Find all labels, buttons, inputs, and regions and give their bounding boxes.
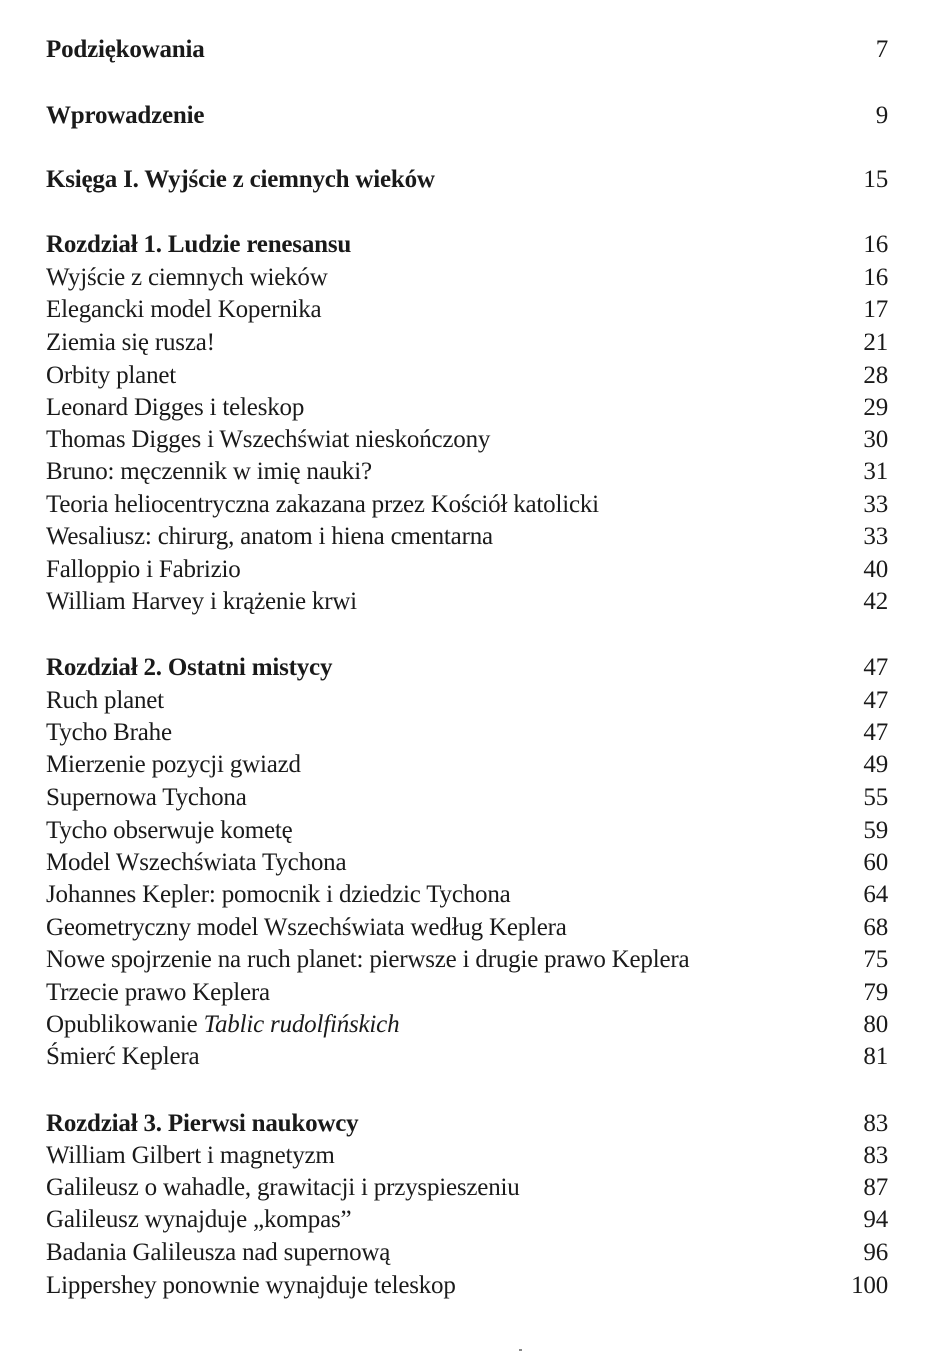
section-title: Ruch planet (46, 687, 164, 714)
entry-page: 87 (863, 1174, 888, 1201)
toc-section[interactable] (46, 554, 888, 586)
section-title: Nowe spojrzenie na ruch planet: pierwsze i drugie prawo Keplera (46, 946, 690, 973)
toc-section[interactable] (46, 1140, 888, 1172)
entry-page: 15 (863, 166, 888, 193)
section-title: Geometryczny model Wszechświata według Keplera (46, 914, 567, 941)
section-title: Falloppio i Fabrizio (46, 556, 241, 583)
section-title: Tycho obserwuje kometę (46, 817, 293, 844)
toc-entry-acknowledgements[interactable] (46, 34, 888, 66)
entry-page: 47 (863, 654, 888, 681)
toc-section[interactable] (46, 847, 888, 879)
toc-section[interactable] (46, 360, 888, 392)
entry-title: Księga I. Wyjście z ciemnych wieków (46, 166, 435, 193)
section-title-prefix: Opublikowanie (46, 1011, 204, 1038)
section-title (46, 1009, 399, 1041)
entry-page: 33 (863, 491, 888, 518)
entry-page: 94 (863, 1206, 888, 1233)
toc-section[interactable] (46, 1172, 888, 1204)
toc-section[interactable] (46, 392, 888, 424)
entry-page: 55 (863, 784, 888, 811)
section-title: Thomas Digges i Wszechświat nieskończony (46, 426, 491, 453)
entry-page: 83 (863, 1110, 888, 1137)
entry-page: 16 (863, 264, 888, 291)
section-title: Badania Galileusza nad supernową (46, 1239, 391, 1266)
section-title: Mierzenie pozycji gwiazd (46, 751, 301, 778)
chapter-title: Rozdział 3. Pierwsi naukowcy (46, 1110, 359, 1137)
entry-page: 33 (863, 523, 888, 550)
toc-section[interactable] (46, 944, 888, 976)
toc-section[interactable] (46, 912, 888, 944)
entry-title: Podziękowania (46, 36, 205, 63)
section-title: William Gilbert i magnetyzm (46, 1142, 335, 1169)
entry-page: 40 (863, 556, 888, 583)
toc-section[interactable] (46, 717, 888, 749)
section-title: Johannes Kepler: pomocnik i dziedzic Tychona (46, 881, 511, 908)
entry-page: 16 (863, 231, 888, 258)
chapter-title: Rozdział 1. Ludzie renesansu (46, 231, 352, 258)
section-title: Supernowa Tychona (46, 784, 247, 811)
section-title: Tycho Brahe (46, 719, 172, 746)
toc-entry-book-1[interactable] (46, 164, 888, 196)
entry-page: 30 (863, 426, 888, 453)
entry-page: 9 (875, 102, 888, 129)
toc-section[interactable] (46, 1270, 888, 1302)
entry-page: 7 (875, 36, 888, 63)
toc-section[interactable] (46, 879, 888, 911)
toc-entry-introduction[interactable] (46, 100, 888, 132)
entry-page: 47 (863, 687, 888, 714)
entry-page: 100 (851, 1272, 888, 1299)
entry-page: 29 (863, 394, 888, 421)
section-title: William Harvey i krążenie krwi (46, 588, 357, 615)
toc-section[interactable] (46, 685, 888, 717)
toc-section[interactable] (46, 586, 888, 618)
section-title: Orbity planet (46, 362, 177, 389)
section-title: Wesaliusz: chirurg, anatom i hiena cmentarna (46, 523, 493, 550)
toc-section[interactable] (46, 1009, 888, 1041)
entry-page: 47 (863, 719, 888, 746)
entry-page: 81 (863, 1043, 888, 1070)
toc-section[interactable] (46, 456, 888, 488)
entry-title: Wprowadzenie (46, 102, 205, 129)
entry-page: 21 (863, 329, 888, 356)
entry-page: 80 (863, 1011, 888, 1038)
toc-chapter-2[interactable] (46, 652, 888, 684)
section-title: Galileusz wynajduje „kompas” (46, 1206, 352, 1233)
section-title: Wyjście z ciemnych wieków (46, 264, 328, 291)
toc-chapter-1[interactable] (46, 229, 888, 261)
entry-page: 28 (863, 362, 888, 389)
section-title: Teoria heliocentryczna zakazana przez Kościół katolicki (46, 491, 599, 518)
entry-page: 59 (863, 817, 888, 844)
toc-chapter-3[interactable] (46, 1108, 888, 1140)
section-title: Śmierć Keplera (46, 1043, 200, 1070)
entry-page: 96 (863, 1239, 888, 1266)
entry-page: 49 (863, 751, 888, 778)
section-title: Trzecie prawo Keplera (46, 979, 270, 1006)
toc-section[interactable] (46, 1237, 888, 1269)
toc-section[interactable] (46, 749, 888, 781)
entry-page: 60 (863, 849, 888, 876)
entry-page: 17 (863, 296, 888, 323)
toc-section[interactable] (46, 327, 888, 359)
section-title: Model Wszechświata Tychona (46, 849, 347, 876)
chapter-title: Rozdział 2. Ostatni mistycy (46, 654, 333, 681)
toc-section[interactable] (46, 815, 888, 847)
scan-speck (519, 1349, 522, 1351)
toc-section[interactable] (46, 782, 888, 814)
section-title: Elegancki model Kopernika (46, 296, 322, 323)
section-title: Bruno: męczennik w imię nauki? (46, 458, 372, 485)
section-title: Galileusz o wahadle, grawitacji i przyspieszeniu (46, 1174, 520, 1201)
toc-section[interactable] (46, 521, 888, 553)
toc-section[interactable] (46, 294, 888, 326)
toc-section[interactable] (46, 1041, 888, 1073)
toc-section[interactable] (46, 1204, 888, 1236)
toc-section[interactable] (46, 977, 888, 1009)
entry-page: 31 (863, 458, 888, 485)
entry-page: 75 (863, 946, 888, 973)
entry-page: 68 (863, 914, 888, 941)
section-title: Ziemia się rusza! (46, 329, 215, 356)
section-title: Lippershey ponownie wynajduje teleskop (46, 1272, 456, 1299)
entry-page: 42 (863, 588, 888, 615)
toc-section[interactable] (46, 489, 888, 521)
entry-page: 83 (863, 1142, 888, 1169)
section-title: Leonard Digges i teleskop (46, 394, 305, 421)
entry-page: 79 (863, 979, 888, 1006)
section-title-italic: Tablic rudolfińskich (203, 1011, 400, 1038)
entry-page: 64 (863, 881, 888, 908)
toc-section[interactable] (46, 424, 888, 456)
toc-section[interactable] (46, 262, 888, 294)
